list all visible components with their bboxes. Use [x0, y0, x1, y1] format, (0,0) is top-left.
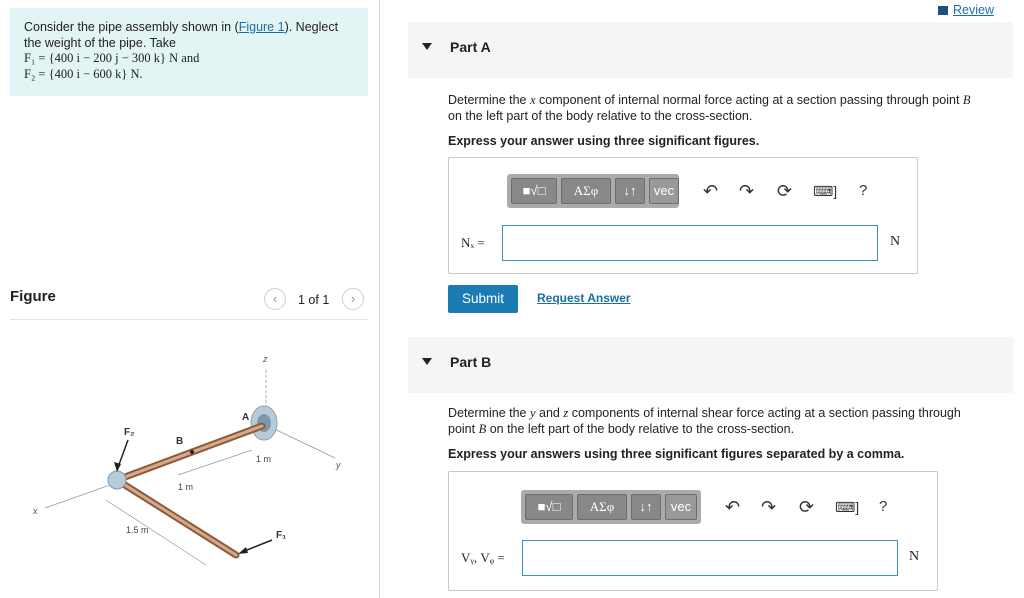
part-b-prompt-mid: and: [535, 406, 564, 420]
label-b: B: [176, 436, 184, 447]
label-f1: F₁: [276, 530, 287, 541]
part-a-unit: N: [890, 234, 901, 249]
keyboard-icon[interactable]: ⌨]: [813, 183, 838, 199]
problem-statement: [10, 8, 368, 96]
force-f1: F₁ = {400 i − 200 j − 300 k} N and: [24, 51, 200, 66]
figure-pager: 1 of 1: [298, 293, 330, 307]
pipe-assembly-figure: [20, 340, 360, 590]
templates-button[interactable]: ■√□: [511, 178, 557, 204]
problem-line2: the weight of the pipe. Take: [24, 35, 176, 50]
pipe-highlight-ab: [117, 426, 262, 480]
reset-icon[interactable]: ⟳: [777, 181, 793, 201]
redo-icon[interactable]: ↷: [761, 497, 777, 517]
request-answer-link[interactable]: Request Answer: [537, 291, 631, 305]
vec-button[interactable]: vec: [649, 178, 679, 204]
review-link[interactable]: [938, 3, 994, 17]
label-x: x: [33, 506, 38, 516]
problem-intro-after: ). Neglect: [284, 20, 339, 34]
undo-icon[interactable]: ↶: [703, 181, 719, 201]
label-y: y: [336, 460, 341, 470]
help-icon[interactable]: ?: [859, 182, 868, 199]
greek-button[interactable]: ΑΣφ: [561, 178, 611, 204]
figure-title: Figure: [10, 288, 56, 305]
part-b-prompt-line2-pre: point: [448, 422, 479, 437]
part-b-prompt-line2-post: on the left part of the body relative to the cross-section.: [486, 422, 795, 437]
part-b-prompt-point: B: [478, 422, 487, 437]
part-b-unit: N: [909, 549, 920, 564]
part-b-answer-box: [448, 471, 938, 591]
pipe-highlight-c: [117, 480, 236, 555]
part-a-prompt-point: B: [962, 93, 971, 107]
part-a-prompt-line2: on the left part of the body relative to the cross-section.: [448, 109, 753, 124]
pipe-elbow: [108, 471, 126, 489]
figure-link[interactable]: Figure 1: [238, 20, 285, 34]
force-f1-head: [238, 547, 248, 554]
part-b-answer-input[interactable]: [522, 540, 898, 576]
force-f2: F₂ = {400 i − 600 k} N.: [24, 66, 143, 81]
dim-label-3: 1.5 m: [126, 525, 149, 535]
part-b-prompt-post: components of internal shear force acting at a section passing through: [568, 406, 961, 420]
undo-icon[interactable]: ↶: [725, 497, 741, 517]
problem-intro: Consider the pipe assembly shown in (: [24, 20, 239, 34]
part-a-prompt-var: x: [529, 93, 536, 107]
part-b-prompt-var1: y: [529, 406, 536, 420]
part-a-prompt: [448, 92, 1008, 149]
templates-button[interactable]: ■√□: [525, 494, 573, 520]
redo-icon[interactable]: ↷: [739, 181, 755, 201]
toolbar-button-group: [507, 174, 679, 208]
part-a-prompt-pre: Determine the: [448, 93, 530, 107]
left-panel: [0, 0, 380, 598]
part-a-answer-box: [448, 157, 918, 274]
prev-figure-button[interactable]: [264, 288, 286, 310]
greek-button[interactable]: ΑΣφ: [577, 494, 627, 520]
arrows-button[interactable]: ↓↑: [615, 178, 645, 204]
part-a-answer-input[interactable]: [502, 225, 878, 261]
part-a-math-toolbar: [507, 174, 868, 208]
book-icon: [938, 6, 948, 15]
submit-button[interactable]: Submit: [448, 285, 518, 313]
part-b-variable-label: Vᵧ, Vᵩ =: [461, 550, 505, 565]
part-b-instruction: Express your answers using three significant figures separated by a comma.: [448, 446, 905, 461]
vec-button[interactable]: vec: [665, 494, 697, 520]
part-a-title: Part A: [450, 39, 491, 55]
part-b-title: Part B: [450, 354, 492, 370]
part-b-prompt-pre: Determine the: [448, 406, 530, 420]
next-figure-button[interactable]: [342, 288, 364, 310]
reset-icon[interactable]: ⟳: [799, 497, 815, 517]
toolbar-button-group: [521, 490, 701, 524]
point-b: [190, 450, 194, 454]
collapse-triangle-icon[interactable]: [422, 43, 432, 50]
part-b-math-toolbar: [521, 490, 888, 524]
review-label: Review: [953, 3, 994, 17]
x-axis: [45, 485, 110, 508]
part-a-header[interactable]: [408, 22, 1013, 78]
keyboard-icon[interactable]: ⌨]: [835, 499, 860, 515]
part-b-header[interactable]: [408, 337, 1013, 393]
dim-label-1: 1 m: [256, 454, 272, 464]
part-b-prompt-var2: z: [563, 406, 569, 420]
dim-label-2: 1 m: [178, 482, 194, 492]
chevron-left-icon: ‹: [272, 291, 278, 306]
chevron-right-icon: ›: [350, 291, 356, 306]
help-icon[interactable]: ?: [879, 498, 888, 515]
part-a-prompt-post: component of internal normal force acting at a section passing through point: [535, 93, 963, 107]
arrows-button[interactable]: ↓↑: [631, 494, 661, 520]
dim-line-3: [106, 500, 206, 565]
figure-header: [10, 286, 368, 320]
part-a-instruction: Express your answer using three significant figures.: [448, 133, 760, 148]
label-z: z: [263, 354, 268, 364]
part-a-variable-label: Nₓ =: [461, 235, 485, 250]
part-b-prompt: [448, 405, 1008, 462]
label-a: A: [242, 412, 250, 423]
label-f2: F₂: [124, 427, 135, 438]
collapse-triangle-icon[interactable]: [422, 358, 432, 365]
